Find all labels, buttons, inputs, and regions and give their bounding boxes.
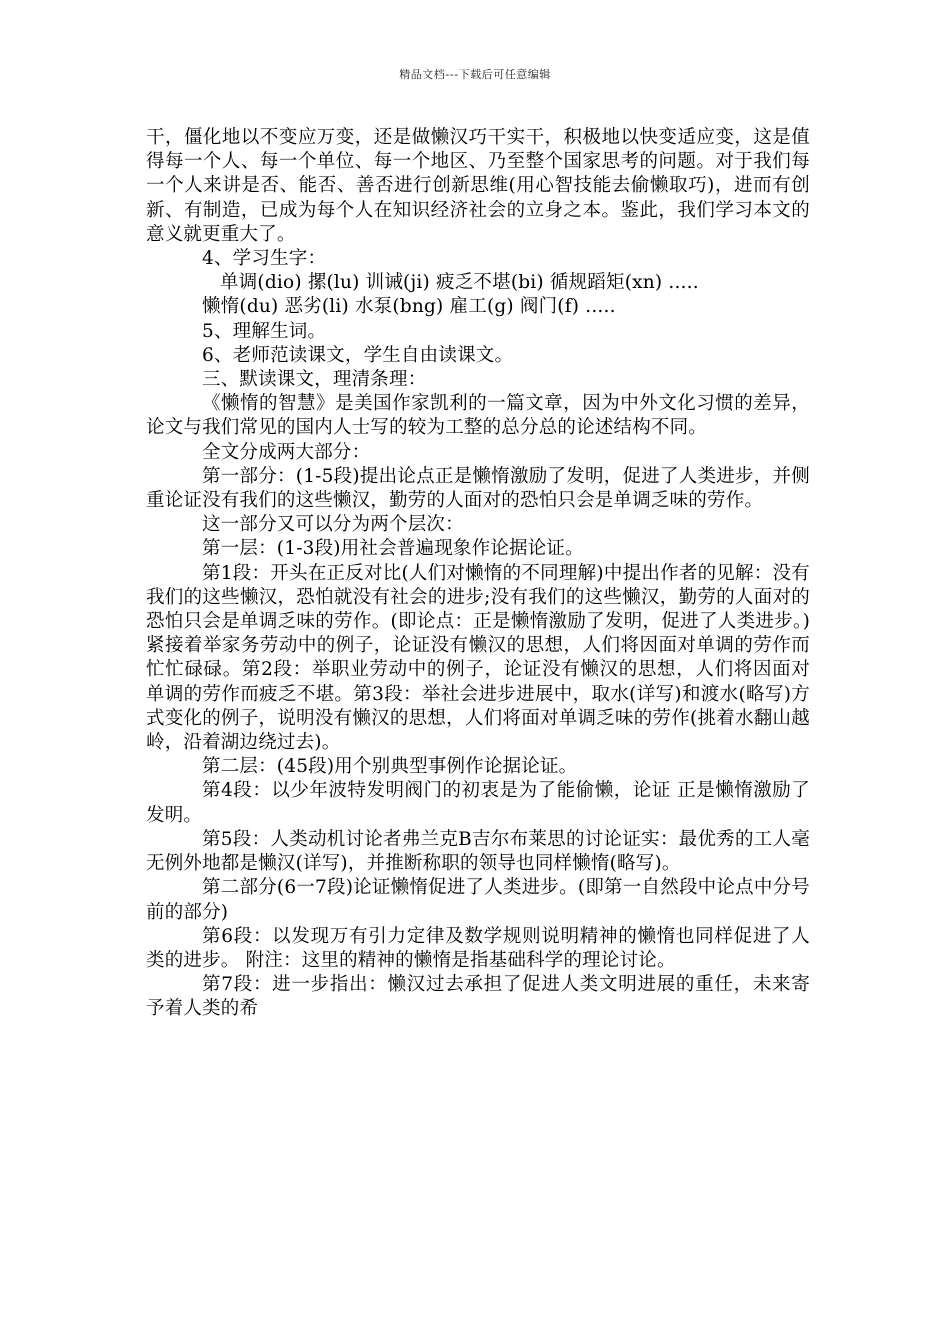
paragraph: 懒惰(du) 恶劣(li) 水泵(bng) 雇工(g) 阀门(f) ..... bbox=[202, 296, 616, 318]
paragraph: 第一部分：(1-5段)提出论点正是懒惰激励了发明，促进了人类进步，并侧重论证没有我们的这些懒汉，勤劳的人面对的恐怕只会是单调乏味的劳作。 bbox=[146, 465, 810, 512]
paragraph: 4、学习生字： bbox=[202, 248, 327, 270]
paragraph: 干，僵化地以不变应万变，还是做懒汉巧干实干，积极地以快变适应变，这是值得每一个人、每一个单位、每一个地区、乃至整个国家思考的问题。对于我们每一个人来讲是否、能否、善否进行创新思维(用心智技能去偷懒取巧)，进而有创新、有制造，已成为每个人在知识经济社会的立身之本。鉴此，我们学习本文的意义就更重大了。 bbox=[146, 127, 810, 245]
paragraph: 第二层：(45段)用个别典型事例作论据论证。 bbox=[202, 756, 578, 778]
paragraph: 单调(dio) 摞(lu) 训诫(ji) 疲乏不堪(bi) 循规蹈矩(xn) ..... bbox=[220, 272, 699, 294]
paragraph: 第6段：以发现万有引力定律及数学规则说明精神的懒惰也同样促进了人类的进步。 附注：这里的精神的懒惰是指基础科学的理论讨论。 bbox=[146, 925, 810, 971]
paragraph: 三、默读课文，理清条理： bbox=[202, 369, 427, 391]
document-body bbox=[146, 126, 810, 1022]
page-header: 精品文档---下载后可任意编辑 bbox=[399, 68, 551, 81]
paragraph: 第二部分(6一7段)论证懒惰促进了人类进步。(即第一自然段中论点中分号前的部分) bbox=[146, 877, 810, 923]
paragraph: 5、理解生词。 bbox=[202, 320, 327, 342]
paragraph: 第7段：进一步指出：懒汉过去承担了促进人类文明进展的重任，未来寄予着人类的希 bbox=[146, 974, 810, 1020]
paragraph: 全文分成两大部分： bbox=[202, 441, 371, 463]
paragraph: 第4段：以少年波特发明阀门的初衷是为了能偷懒，论证 正是懒惰激励了发明。 bbox=[146, 780, 810, 826]
paragraph: 《懒惰的智慧》是美国作家凯利的一篇文章，因为中外文化习惯的差异，论文与我们常见的国内人士写的较为工整的总分总的论述结构不同。 bbox=[146, 393, 810, 439]
paragraph: 第5段：人类动机讨论者弗兰克B吉尔布莱思的讨论证实：最优秀的工人毫无例外地都是懒汉(详写)，并推断称职的领导也同样懒惰(略写)。 bbox=[146, 828, 810, 875]
paragraph: 第一层：(1-3段)用社会普遍现象作论据论证。 bbox=[202, 538, 584, 560]
paragraph: 这一部分又可以分为两个层次： bbox=[202, 514, 464, 536]
paragraph: 第1段：开头在正反对比(人们对懒惰的不同理解)中提出作者的见解：没有我们的这些懒汉，恐怕就没有社会的进步;没有我们的这些懒汉，勤劳的人面对的恐怕只会是单调乏味的劳作。(即论点：正是懒惰激励了发明，促进了人类进步。)紧接着举家务劳动中的例子，论证没有懒汉的思想，人们将因面对单调的劳作而忙忙碌碌。第2段：举职业劳动中的例子，论证没有懒汉的思想，人们将因面对单调的劳作而疲乏不堪。第3段：举社会进步进展中，取水(详写)和渡水(略写)方式变化的例子，说明没有懒汉的思想，人们将面对单调乏味的劳作(挑着水翻山越岭，沿着湖边绕过去)。 bbox=[146, 562, 810, 754]
paragraph: 6、老师范读课文，学生自由读课文。 bbox=[202, 344, 514, 366]
